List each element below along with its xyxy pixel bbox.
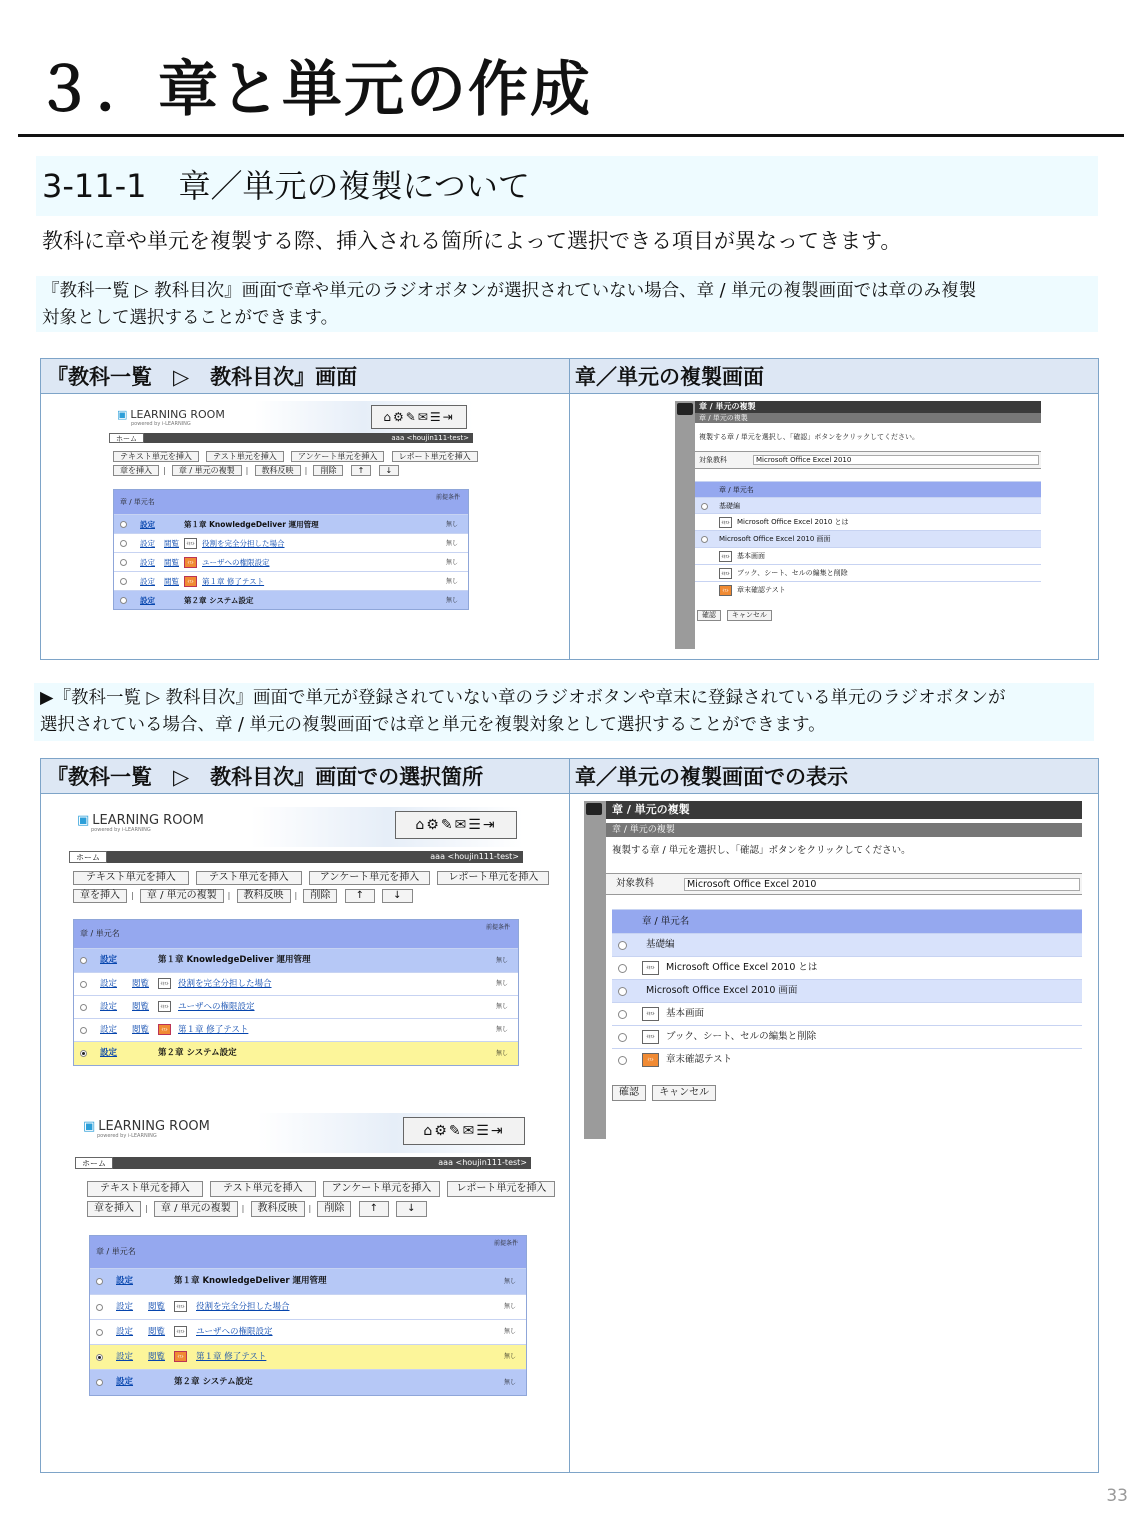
insert-buttons xyxy=(87,1181,559,1197)
item-label: Microsoft Office Excel 2010 とは xyxy=(737,518,849,526)
move-down-button[interactable]: ↓ xyxy=(382,889,412,903)
condition: 無し xyxy=(495,1026,508,1033)
edit-buttons: 章を挿入 | 章 / 単元の複製 | 教科反映 | 削除 ↑ ↓ xyxy=(113,465,403,477)
confirm-button[interactable]: 確認 xyxy=(612,1085,646,1101)
condition: 無し xyxy=(503,1379,516,1386)
lms-nav-bar xyxy=(75,1157,531,1169)
item-label: 基本画面 xyxy=(666,1008,705,1019)
condition: 無し xyxy=(445,521,458,528)
unit-name[interactable]: ユーザへの権限設定 xyxy=(196,1327,273,1337)
insert-survey-unit-button[interactable]: アンケート単元を挿入 xyxy=(309,871,430,885)
cancel-button[interactable]: キャンセル xyxy=(727,610,772,621)
item-label: ブック、シート、セルの編集と削除 xyxy=(666,1031,817,1042)
item-label: 章末確認テスト xyxy=(737,586,786,594)
item-label: 基礎編 xyxy=(719,502,740,510)
move-down-button[interactable]: ↓ xyxy=(396,1201,426,1217)
lms-top-bar xyxy=(109,401,473,433)
chapter-name: 第１章 KnowledgeDeliver 運用管理 xyxy=(158,955,311,965)
unit-name[interactable]: 第１章 修了テスト xyxy=(178,1025,249,1035)
list-item xyxy=(612,956,1082,979)
toc-row-chapter2 xyxy=(114,590,468,609)
dialog-actions xyxy=(697,609,775,621)
toc-screenshot xyxy=(109,401,473,607)
delete-button[interactable]: 削除 xyxy=(317,1201,351,1217)
radio-button[interactable] xyxy=(618,987,627,996)
tool-icons[interactable]: ⌂⚙✎✉☰⇥ xyxy=(371,405,467,429)
condition: 無し xyxy=(495,1003,508,1010)
chapter-name: 第１章 KnowledgeDeliver 運用管理 xyxy=(174,1276,327,1286)
toc-row-unit2 xyxy=(114,552,468,571)
list-item xyxy=(612,1048,1082,1071)
unit-name[interactable]: 役割を完全分担した場合 xyxy=(196,1302,290,1312)
confirm-button[interactable]: 確認 xyxy=(697,610,721,621)
list-item xyxy=(695,547,1041,564)
user-name: aaa <houjin111-test> xyxy=(430,852,519,861)
text-icon: ﾃｷｽﾄ xyxy=(184,538,197,549)
condition: 無し xyxy=(445,540,458,547)
view-link[interactable]: 閲覧 xyxy=(164,577,179,586)
user-name: aaa <houjin111-test> xyxy=(438,1158,527,1167)
toc-row-unit3 xyxy=(114,571,468,590)
condition: 無し xyxy=(495,1050,508,1057)
toc-row-chapter1 xyxy=(114,514,468,533)
list-header: 章 / 単元名 xyxy=(695,481,1041,497)
item-label: Microsoft Office Excel 2010 とは xyxy=(666,962,818,973)
list-item xyxy=(695,497,1041,513)
text-icon: ﾃｷｽﾄ xyxy=(642,1030,659,1044)
radio-button[interactable] xyxy=(120,578,127,585)
toc-row-unit1 xyxy=(74,972,518,995)
radio-button[interactable] xyxy=(701,536,708,543)
view-link[interactable]: 閲覧 xyxy=(148,1352,166,1362)
radio-button[interactable] xyxy=(618,964,627,973)
settings-link[interactable]: 設定 xyxy=(100,979,118,989)
subject-row xyxy=(695,451,1041,469)
lms-logo: ▣ LEARNING ROOM powered by i-LEARNING xyxy=(117,409,225,427)
toc-row-chapter1 xyxy=(74,948,518,972)
settings-link[interactable]: 設定 xyxy=(116,1377,134,1387)
title-rule xyxy=(18,134,1124,137)
toc-row-unit3 xyxy=(74,1018,518,1041)
intro-text: 教科に章や単元を複製する際、挿入される箇所によって選択できる項目が異なってきます。 xyxy=(42,229,902,253)
insert-buttons xyxy=(73,871,553,885)
list-item xyxy=(612,933,1082,956)
insert-test-unit-button[interactable]: テスト単元を挿入 xyxy=(210,1181,316,1197)
radio-button[interactable] xyxy=(701,503,708,510)
lms-logo: ▣ LEARNING ROOM powered by i-LEARNING xyxy=(83,1121,210,1139)
insert-text-unit-button[interactable]: テキスト単元を挿入 xyxy=(113,451,199,462)
dialog-title: 章 / 単元の複製 xyxy=(606,801,1082,819)
toc-table xyxy=(89,1235,527,1396)
toc-row-unit1 xyxy=(114,533,468,552)
lms-nav-bar xyxy=(69,851,523,863)
list-item xyxy=(612,979,1082,1002)
test-icon: ﾃｽﾄ xyxy=(174,1351,187,1362)
settings-link[interactable]: 設定 xyxy=(100,1025,118,1035)
settings-link[interactable]: 設定 xyxy=(140,520,155,529)
text-icon: ﾃｷｽﾄ xyxy=(642,1007,659,1021)
list-header: 章 / 単元名 xyxy=(612,909,1082,933)
item-label: 基本画面 xyxy=(737,552,765,560)
test-icon: ﾃｽﾄ xyxy=(184,557,197,568)
header-selection-screen: 『教科一覧 ▷ 教科目次』画面での選択箇所 xyxy=(47,765,484,789)
edit-buttons: 章を挿入 | 章 / 単元の複製 | 教科反映 | 削除 ↑ ↓ xyxy=(73,889,417,903)
settings-link[interactable]: 設定 xyxy=(140,577,155,586)
unit-name[interactable]: 第１章 修了テスト xyxy=(202,577,265,586)
unit-name[interactable]: 役割を完全分担した場合 xyxy=(178,979,272,989)
delete-button[interactable]: 削除 xyxy=(313,465,343,476)
toc-row-chapter1 xyxy=(90,1268,526,1294)
dialog-title: 章 / 単元の複製 xyxy=(695,401,1041,413)
copy-dialog-screenshot xyxy=(675,401,1041,649)
dialog-side-bar xyxy=(675,401,695,649)
toc-row-unit3-selected xyxy=(90,1344,526,1369)
condition: 無し xyxy=(503,1353,516,1360)
unit-name[interactable]: 役割を完全分担した場合 xyxy=(202,539,285,548)
text-icon: ﾃｷｽﾄ xyxy=(158,1001,171,1012)
unit-name[interactable]: ユーザへの権限設定 xyxy=(178,1002,255,1012)
dialog-message: 複製する章 / 単元を選択し、「確認」ボタンをクリックしてください。 xyxy=(612,845,911,856)
toc-table xyxy=(113,489,469,610)
home-tab[interactable]: ホーム xyxy=(109,433,144,443)
condition: 無し xyxy=(445,578,458,585)
toc-row-unit2 xyxy=(90,1319,526,1344)
radio-button[interactable] xyxy=(96,1278,103,1285)
radio-button[interactable] xyxy=(80,957,87,964)
condition: 無し xyxy=(495,957,508,964)
column-divider xyxy=(569,759,570,1472)
settings-link[interactable]: 設定 xyxy=(116,1352,134,1362)
copy-list xyxy=(612,909,1082,1071)
settings-link[interactable]: 設定 xyxy=(140,558,155,567)
copy-list xyxy=(695,481,1041,598)
item-label: 基礎編 xyxy=(646,939,675,950)
insert-report-unit-button[interactable]: レポート単元を挿入 xyxy=(437,871,549,885)
list-item xyxy=(695,564,1041,581)
unit-name[interactable]: ユーザへの権限設定 xyxy=(202,558,270,567)
view-link[interactable]: 閲覧 xyxy=(148,1302,166,1312)
note-line: 『教科一覧 ▷ 教科目次』画面で章や単元のラジオボタンが選択されていない場合、章 / 単元の複製画面では章のみ複製 xyxy=(42,281,977,301)
tool-icons[interactable]: ⌂⚙✎✉☰⇥ xyxy=(403,1117,525,1145)
home-tab[interactable]: ホーム xyxy=(75,1157,113,1169)
note-line: 対象として選択することができます。 xyxy=(42,308,339,328)
tool-icons[interactable]: ⌂⚙✎✉☰⇥ xyxy=(395,811,517,839)
chapter-name: 第２章 システム設定 xyxy=(174,1377,253,1387)
toc-screenshot-chapter-selected xyxy=(69,807,539,1069)
note-with-selection xyxy=(34,683,1094,741)
section-band xyxy=(36,156,1098,216)
condition: 無し xyxy=(503,1328,516,1335)
apply-button[interactable]: 教科反映 xyxy=(251,1201,305,1217)
condition: 無し xyxy=(503,1278,516,1285)
settings-link[interactable]: 設定 xyxy=(116,1327,134,1337)
edit-buttons: 章を挿入 | 章 / 単元の複製 | 教科反映 | 削除 ↑ ↓ xyxy=(87,1201,431,1217)
settings-link[interactable]: 設定 xyxy=(140,539,155,548)
copy-button[interactable]: 章 / 単元の複製 xyxy=(140,889,224,903)
radio-button[interactable] xyxy=(80,1027,87,1034)
radio-button[interactable] xyxy=(80,1004,87,1011)
toc-screenshot-unit-selected xyxy=(75,1113,547,1401)
chapter-name: 第２章 システム設定 xyxy=(184,596,254,605)
settings-link[interactable]: 設定 xyxy=(100,955,118,965)
condition: 無し xyxy=(445,597,458,604)
column-divider xyxy=(569,359,570,659)
view-link[interactable]: 閲覧 xyxy=(164,539,179,548)
radio-button[interactable] xyxy=(120,559,127,566)
user-name: aaa <houjin111-test> xyxy=(391,434,469,442)
settings-link[interactable]: 設定 xyxy=(100,1048,118,1058)
insert-test-unit-button[interactable]: テスト単元を挿入 xyxy=(196,871,302,885)
note-no-selection xyxy=(36,276,1098,332)
radio-button[interactable] xyxy=(120,521,127,528)
apply-button[interactable]: 教科反映 xyxy=(255,465,301,476)
view-link[interactable]: 閲覧 xyxy=(132,979,150,989)
unit-name[interactable]: 第１章 修了テスト xyxy=(196,1352,267,1362)
lms-top-bar xyxy=(75,1113,531,1153)
insert-buttons xyxy=(113,451,482,463)
toc-header: 章 / 単元名 前提条件 xyxy=(74,920,518,948)
view-link[interactable]: 閲覧 xyxy=(132,1002,150,1012)
radio-button[interactable] xyxy=(120,597,127,604)
radio-button[interactable] xyxy=(120,540,127,547)
header-toc-screen: 『教科一覧 ▷ 教科目次』画面 xyxy=(47,365,358,389)
text-icon: ﾃｷｽﾄ xyxy=(174,1326,187,1337)
condition: 無し xyxy=(503,1303,516,1310)
insert-report-unit-button[interactable]: レポート単元を挿入 xyxy=(392,451,478,462)
list-item xyxy=(695,581,1041,598)
radio-button[interactable] xyxy=(618,1056,627,1065)
condition: 無し xyxy=(445,559,458,566)
settings-link[interactable]: 設定 xyxy=(100,1002,118,1012)
insert-chapter-button[interactable]: 章を挿入 xyxy=(73,889,127,903)
radio-button[interactable] xyxy=(618,1010,627,1019)
list-item xyxy=(612,1025,1082,1048)
dialog-subtitle: 章 / 単元の複製 xyxy=(695,413,1041,423)
list-item xyxy=(612,1002,1082,1025)
subject-label: 対象教科 xyxy=(616,878,655,889)
radio-button[interactable] xyxy=(96,1379,103,1386)
list-item xyxy=(695,530,1041,547)
radio-button[interactable] xyxy=(80,1050,87,1057)
insert-survey-unit-button[interactable]: アンケート単元を挿入 xyxy=(291,451,385,462)
apply-button[interactable]: 教科反映 xyxy=(237,889,291,903)
radio-button[interactable] xyxy=(96,1354,103,1361)
insert-text-unit-button[interactable]: テキスト単元を挿入 xyxy=(87,1181,203,1197)
settings-link[interactable]: 設定 xyxy=(140,596,155,605)
toc-row-unit1 xyxy=(90,1294,526,1319)
insert-chapter-button[interactable]: 章を挿入 xyxy=(113,465,159,476)
header-copy-screen: 章／単元の複製画面 xyxy=(575,365,764,389)
chapter-name: 第１章 KnowledgeDeliver 運用管理 xyxy=(184,520,319,529)
condition: 無し xyxy=(495,980,508,987)
lms-logo: ▣ LEARNING ROOM powered by i-LEARNING xyxy=(77,815,204,833)
insert-test-unit-button[interactable]: テスト単元を挿入 xyxy=(206,451,284,462)
insert-text-unit-button[interactable]: テキスト単元を挿入 xyxy=(73,871,189,885)
view-link[interactable]: 閲覧 xyxy=(148,1327,166,1337)
comparison-table-2 xyxy=(40,758,1099,1473)
move-up-button[interactable]: ↑ xyxy=(359,1201,389,1217)
radio-button[interactable] xyxy=(96,1329,103,1336)
test-icon: ﾃｽﾄ xyxy=(158,1024,171,1035)
note-line: 選択されている場合、章 / 単元の複製画面では章と単元を複製対象として選択することができます。 xyxy=(40,715,826,735)
header-copy-display: 章／単元の複製画面での表示 xyxy=(575,765,848,789)
subject-row xyxy=(606,873,1082,895)
cancel-button[interactable]: キャンセル xyxy=(652,1085,716,1101)
delete-button[interactable]: 削除 xyxy=(303,889,337,903)
radio-button[interactable] xyxy=(96,1304,103,1311)
settings-link[interactable]: 設定 xyxy=(116,1302,134,1312)
item-label: 章末確認テスト xyxy=(666,1054,733,1065)
note-line: ▶『教科一覧 ▷ 教科目次』画面で単元が登録されていない章のラジオボタンや章末に登録されている単元のラジオボタンが xyxy=(40,688,1006,708)
insert-report-unit-button[interactable]: レポート単元を挿入 xyxy=(447,1181,555,1197)
toc-row-unit2 xyxy=(74,995,518,1018)
page-number: 33 xyxy=(1106,1486,1128,1506)
radio-button[interactable] xyxy=(618,1033,627,1042)
text-icon: ﾃｷｽﾄ xyxy=(642,961,659,975)
toc-header: 章 / 単元名 前提条件 xyxy=(90,1236,526,1268)
dialog-subtitle: 章 / 単元の複製 xyxy=(606,823,1082,837)
test-icon: ﾃｽﾄ xyxy=(642,1053,659,1067)
test-icon: ﾃｽﾄ xyxy=(184,576,197,587)
view-link[interactable]: 閲覧 xyxy=(132,1025,150,1035)
toc-table xyxy=(73,919,519,1066)
move-down-button[interactable]: ↓ xyxy=(379,465,400,476)
subject-value: Microsoft Office Excel 2010 xyxy=(684,878,1080,891)
view-link[interactable]: 閲覧 xyxy=(164,558,179,567)
copy-button[interactable]: 章 / 単元の複製 xyxy=(172,465,242,476)
lms-nav-bar xyxy=(109,433,473,443)
move-up-button[interactable]: ↑ xyxy=(345,889,375,903)
toc-row-chapter2-selected xyxy=(74,1041,518,1065)
lms-top-bar xyxy=(69,807,523,847)
copy-dialog-screenshot-large xyxy=(584,801,1082,1139)
text-icon: ﾃｷｽﾄ xyxy=(719,568,732,579)
subject-value: Microsoft Office Excel 2010 xyxy=(753,455,1039,465)
insert-chapter-button[interactable]: 章を挿入 xyxy=(87,1201,141,1217)
insert-survey-unit-button[interactable]: アンケート単元を挿入 xyxy=(323,1181,440,1197)
item-label: Microsoft Office Excel 2010 画面 xyxy=(646,985,798,996)
chapter-name: 第２章 システム設定 xyxy=(158,1048,237,1058)
subject-label: 対象教科 xyxy=(699,456,727,464)
toc-row-chapter2 xyxy=(90,1369,526,1395)
text-icon: ﾃｷｽﾄ xyxy=(174,1301,187,1312)
dialog-side-bar xyxy=(584,801,606,1139)
item-label: ブック、シート、セルの編集と削除 xyxy=(737,569,848,577)
copy-button[interactable]: 章 / 単元の複製 xyxy=(154,1201,238,1217)
radio-button[interactable] xyxy=(80,981,87,988)
text-icon: ﾃｷｽﾄ xyxy=(719,551,732,562)
toc-header: 章 / 単元名 前提条件 xyxy=(114,490,468,514)
list-item xyxy=(695,513,1041,530)
test-icon: ﾃｽﾄ xyxy=(719,585,732,596)
settings-link[interactable]: 設定 xyxy=(116,1276,134,1286)
home-tab[interactable]: ホーム xyxy=(69,851,107,863)
radio-button[interactable] xyxy=(618,941,627,950)
comparison-table-1 xyxy=(40,358,1099,660)
move-up-button[interactable]: ↑ xyxy=(351,465,372,476)
page-title: ３．章と単元の作成 xyxy=(34,55,592,125)
dialog-message: 複製する章 / 単元を選択し、「確認」ボタンをクリックしてください。 xyxy=(699,433,920,441)
text-icon: ﾃｷｽﾄ xyxy=(158,978,171,989)
dialog-actions xyxy=(612,1085,719,1101)
item-label: Microsoft Office Excel 2010 画面 xyxy=(719,535,831,543)
section-title: 3-11-1 章／単元の複製について xyxy=(42,167,530,205)
text-icon: ﾃｷｽﾄ xyxy=(719,517,732,528)
